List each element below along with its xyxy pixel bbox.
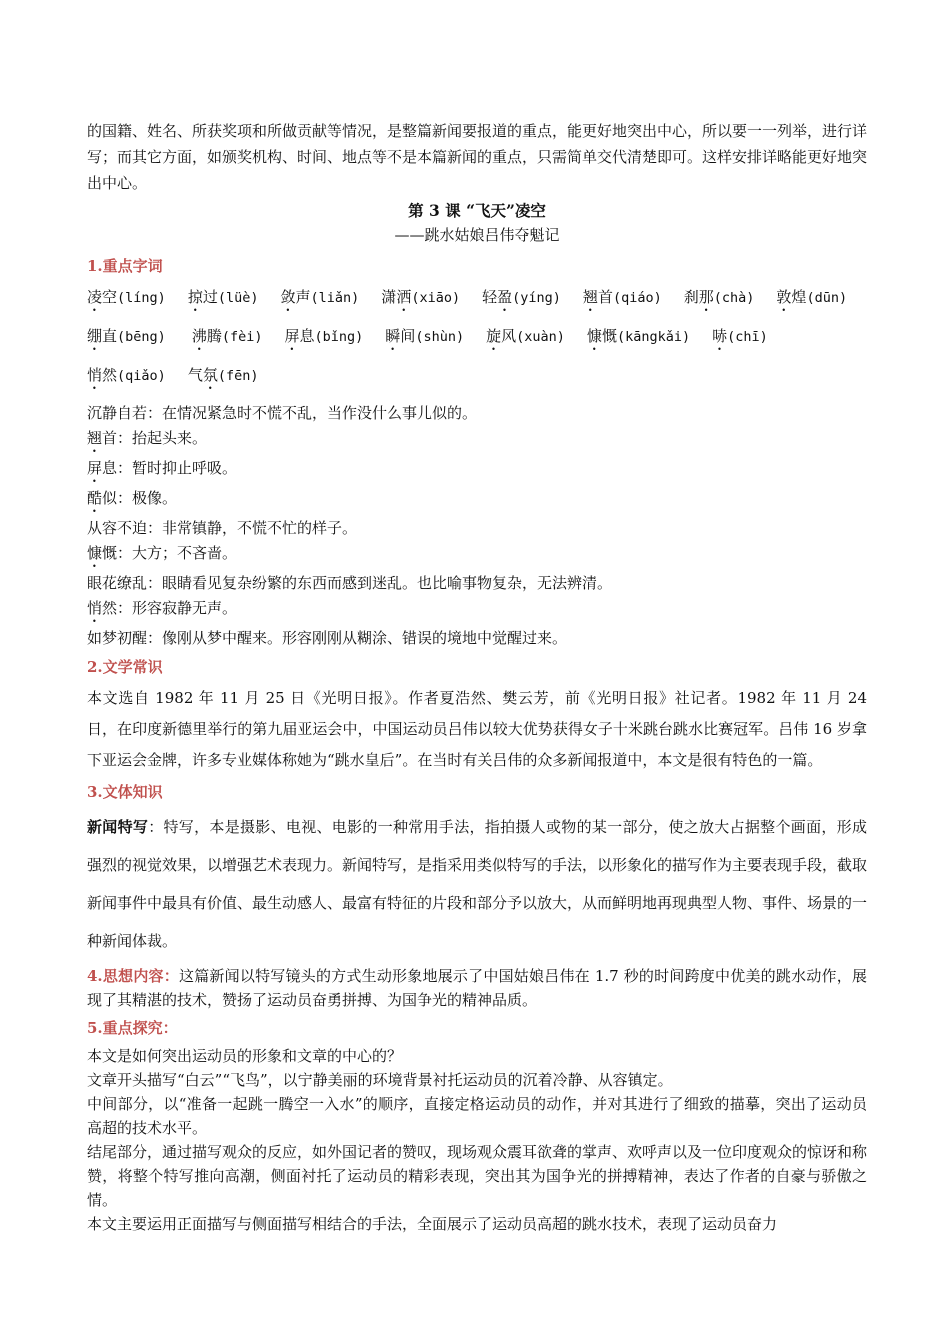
vocab-item	[87, 321, 166, 354]
vocab-char-emphasized: 那	[698, 288, 714, 306]
vocab-item	[188, 360, 259, 393]
vocab-char: 然	[102, 366, 118, 384]
vocab-item	[587, 321, 690, 354]
definition-text: 沉静自若：在情况紧急时不慌不乱，当作没什么事儿似的。	[87, 404, 478, 422]
theme-paragraph	[87, 964, 867, 1012]
definition-text: 从容不迫：非常镇静，不慌不忙的样子。	[87, 519, 358, 537]
vocab-item	[486, 321, 565, 354]
vocab-item	[284, 321, 363, 354]
vocab-item	[583, 282, 662, 315]
vocab-pinyin: (liǎn)	[310, 290, 360, 306]
definition-char-emphasized: 屏	[87, 459, 103, 477]
definition-text: 慨：大方；不吝啬。	[102, 544, 238, 562]
vocab-item	[385, 321, 464, 354]
vocab-char: 风	[501, 327, 517, 345]
definition-char-emphasized: 悄	[87, 599, 103, 617]
vocab-char-emphasized: 掠	[187, 288, 203, 306]
vocab-item	[482, 282, 561, 315]
vocab-pinyin: (líng)	[117, 290, 166, 306]
definition-text: 息：暂时抑止呼吸。	[102, 459, 238, 477]
definition-text: 如梦初醒：像刚从梦中醒来。形容刚刚从糊涂、错误的境地中觉醒过来。	[87, 629, 568, 647]
vocab-char-emphasized: 哧	[712, 327, 728, 345]
vocab-char: 潇	[381, 288, 397, 306]
vocab-pinyin: (xuàn)	[516, 329, 565, 345]
vocab-item	[87, 360, 166, 393]
vocab-pinyin: (shùn)	[415, 329, 465, 345]
section-heading-genre: 3.文体知识	[87, 783, 163, 801]
vocab-pinyin: (chà)	[713, 290, 755, 306]
vocab-char-emphasized: 敦	[776, 288, 792, 306]
vocab-pinyin: (bēng)	[117, 329, 166, 345]
vocab-pinyin: (lüè)	[217, 290, 259, 306]
vocab-item	[712, 321, 768, 354]
vocab-item	[381, 282, 460, 315]
definition-line	[87, 571, 867, 596]
vocab-pinyin: (xiāo)	[411, 290, 461, 306]
literature-paragraph: 本文选自 1982 年 11 月 25 日《光明日报》。作者夏浩然、樊云芳，前《光明日报》社记者。1982 年 11 月 24 日，在印度新德里举行的第九届亚运会中，中国运动员吕伟以较大优势获得女子十米跳台跳水比赛冠军。吕伟 16 岁拿下亚运会金牌，许多专业媒体称她为“跳水皇后”。在当时有关吕伟的众多新闻报道中，本文是很有特色的一篇。	[87, 689, 867, 769]
definition-line	[87, 401, 867, 426]
vocab-char: 直	[102, 327, 118, 345]
definition-line	[87, 456, 867, 486]
vocab-char: 刹	[683, 288, 699, 306]
vocab-char-emphasized: 旋	[486, 327, 502, 345]
focus-paragraph: 结尾部分，通过描写观众的反应，如外国记者的赞叹，现场观众震耳欲聋的掌声、欢呼声以及一位印度观众的惊讶和称赞，将整个特写推向高潮，侧面衬托了运动员的精彩表现，突出其为国争光的拼搏精神，表达了作者的自豪与骄傲之情。	[87, 1143, 868, 1209]
theme-text: 这篇新闻以特写镜头的方式生动形象地展示了中国姑娘吕伟在 1.7 秒的时间跨度中优美的跳水动作，展现了其精湛的技术，赞扬了运动员奋勇拼搏、为国争光的精神品质。	[87, 967, 867, 1009]
vocab-char: 间	[400, 327, 416, 345]
vocab-char: 煌	[791, 288, 807, 306]
section-heading-theme: 4.思想内容：	[87, 967, 179, 985]
vocab-pinyin: (chī)	[727, 329, 768, 345]
vocab-char: 轻	[482, 288, 498, 306]
vocab-pinyin: (qiǎo)	[117, 368, 166, 384]
focus-paragraph: 本文主要运用正面描写与侧面描写相结合的手法，全面展示了运动员高超的跳水技术，表现了运动员奋力	[87, 1215, 778, 1233]
vocab-char: 过	[202, 288, 218, 306]
section-heading-literature: 2.文学常识	[87, 658, 163, 676]
focus-paragraph: 文章开头描写“白云”“飞鸟”，以宁静美丽的环境背景衬托运动员的沉着冷静、从容镇定。	[87, 1071, 673, 1089]
vocab-char-emphasized: 瞬	[385, 327, 401, 345]
definition-line	[87, 426, 867, 456]
focus-paragraphs	[87, 1044, 867, 1236]
lesson-subtitle: ——跳水姑娘吕伟夺魁记	[394, 226, 560, 244]
section-heading-key-words: 1.重点字词	[87, 257, 163, 275]
vocab-pinyin: (fèi)	[221, 329, 263, 345]
document-page	[87, 118, 867, 1236]
definition-text: 似：极像。	[102, 489, 178, 507]
vocab-char-emphasized: 盈	[497, 288, 513, 306]
lesson-title: 第 3 课 “飞天”凌空	[408, 201, 546, 220]
vocab-char: 气	[187, 366, 203, 384]
vocab-list	[87, 282, 867, 393]
vocab-pinyin: (yíng)	[512, 290, 561, 306]
definition-list	[87, 401, 867, 651]
vocab-pinyin: (fēn)	[217, 368, 259, 384]
vocab-char-emphasized: 氛	[202, 366, 218, 384]
vocab-item	[776, 282, 847, 315]
vocab-pinyin: (kāngkǎi)	[616, 329, 691, 345]
definition-line	[87, 516, 867, 541]
focus-paragraph: 本文是如何突出运动员的形象和文章的中心的？	[87, 1047, 403, 1065]
vocab-char-emphasized: 敛	[280, 288, 296, 306]
vocab-char: 空	[102, 288, 118, 306]
genre-text: ：特写，本是摄影、电视、电影的一种常用手法，指拍摄人或物的某一部分，使之放大占据整个画面，形成强烈的视觉效果，以增强艺术表现力。新闻特写，是指采用类似特写的手法，以形象化的描写作为主要表现手段，截取新闻事件中最具有价值、最生动感人、最富有特征的片段和部分予以放大，从而鲜明地再现典型人物、事件、场景的一种新闻体裁。	[87, 818, 868, 950]
definition-text: 然：形容寂静无声。	[102, 599, 238, 617]
vocab-item	[87, 282, 166, 315]
vocab-char: 息	[299, 327, 315, 345]
vocab-item	[192, 321, 263, 354]
vocab-char-emphasized: 悄	[87, 366, 103, 384]
vocab-char-emphasized: 慷	[586, 327, 602, 345]
vocab-pinyin: (qiáo)	[612, 290, 662, 306]
vocab-char-emphasized: 翘	[582, 288, 598, 306]
vocab-pinyin: (dūn)	[806, 290, 848, 306]
definition-line	[87, 541, 867, 571]
vocab-char-emphasized: 凌	[87, 288, 103, 306]
definition-text: 首：抬起头来。	[102, 429, 208, 447]
genre-paragraph	[87, 808, 867, 960]
intro-paragraph: 的国籍、姓名、所获奖项和所做贡献等情况，是整篇新闻要报道的重点，能更好地突出中心，所以要一一列举，进行详写；而其它方面，如颁奖机构、时间、地点等不是本篇新闻的重点，只需简单交代清楚即可。这样安排详略能更好地突出中心。	[87, 122, 868, 192]
vocab-pinyin: (bǐng)	[314, 329, 364, 345]
definition-text: 眼花缭乱：眼睛看见复杂纷繁的东西而感到迷乱。也比喻事物复杂，无法辨清。	[87, 574, 613, 592]
definition-char-emphasized: 翘	[87, 429, 103, 447]
vocab-char-emphasized: 屏	[284, 327, 300, 345]
vocab-char-emphasized: 洒	[396, 288, 412, 306]
genre-term: 新闻特写	[87, 818, 149, 836]
vocab-char-emphasized: 沸	[191, 327, 207, 345]
vocab-char-emphasized: 绷	[87, 327, 103, 345]
vocab-char: 腾	[206, 327, 222, 345]
vocab-item	[684, 282, 755, 315]
definition-line	[87, 626, 867, 651]
focus-paragraph: 中间部分，以“准备一起跳一腾空一入水”的顺序，直接定格运动员的动作，并对其进行了细致的描摹，突出了运动员高超的技术水平。	[87, 1095, 867, 1137]
definition-line	[87, 596, 867, 626]
definition-char-emphasized: 慷	[87, 544, 103, 562]
definition-char-emphasized: 酷	[87, 489, 103, 507]
vocab-item	[280, 282, 359, 315]
vocab-item	[188, 282, 259, 315]
vocab-char: 首	[597, 288, 613, 306]
definition-line	[87, 486, 867, 516]
section-heading-focus: 5.重点探究：	[87, 1019, 178, 1037]
vocab-char: 慨	[601, 327, 617, 345]
vocab-char: 声	[295, 288, 311, 306]
